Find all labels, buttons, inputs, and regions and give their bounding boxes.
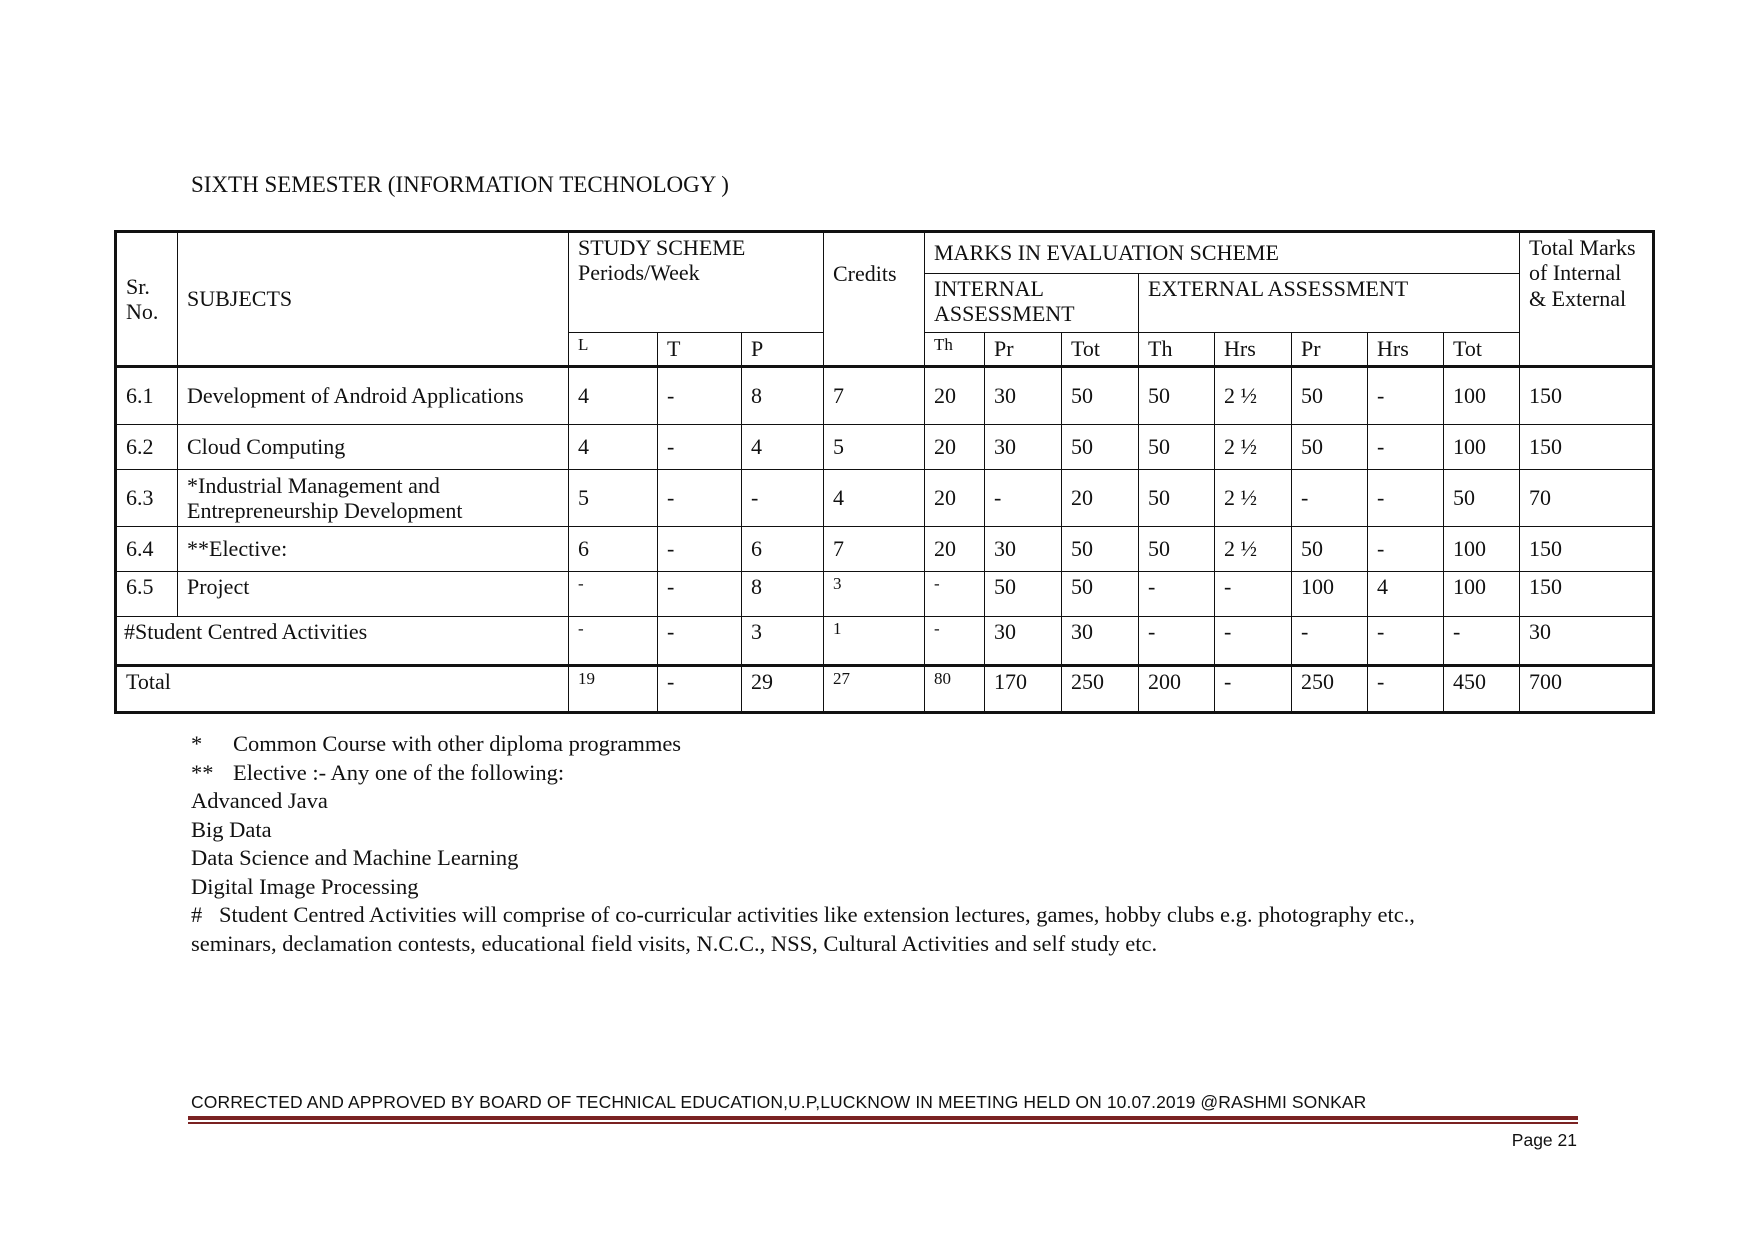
cell-total: 70: [1520, 470, 1654, 527]
table-row: [116, 367, 1654, 425]
cell-ext-tot: -: [1444, 617, 1520, 666]
cell-l: 19: [569, 666, 658, 713]
cell-ext-hrs-2: -: [1368, 617, 1444, 666]
footer-rule-thin: [188, 1122, 1578, 1124]
cell-ext-tot: 100: [1444, 367, 1520, 425]
header-marks-scheme: MARKS IN EVALUATION SCHEME: [925, 232, 1520, 274]
cell-int-tot: 50: [1062, 527, 1139, 572]
note-activities-mark: #: [191, 902, 203, 927]
cell-credits: 3: [824, 572, 925, 617]
header-subjects: SUBJECTS: [178, 232, 569, 367]
cell-sr: 6.1: [116, 367, 178, 425]
cell-t: -: [658, 425, 742, 470]
note-common-text: Common Course with other diploma programmes: [233, 731, 682, 756]
cell-ext-hrs-1: 2 ½: [1215, 470, 1292, 527]
note-common: [191, 730, 1611, 759]
cell-int-pr: 170: [985, 666, 1062, 713]
cell-p: 4: [742, 425, 824, 470]
footer-approval: CORRECTED AND APPROVED BY BOARD OF TECHNICAL EDUCATION,U.P,LUCKNOW IN MEETING HELD ON 10.07.2019 @RASHMI SONKAR: [191, 1092, 1367, 1112]
note-common-mark: *: [191, 731, 203, 756]
cell-ext-tot: 100: [1444, 572, 1520, 617]
cell-int-tot: 250: [1062, 666, 1139, 713]
cell-p: 29: [742, 666, 824, 713]
cell-p: -: [742, 470, 824, 527]
cell-ext-th: 50: [1139, 425, 1215, 470]
cell-sr: 6.3: [116, 470, 178, 527]
header-row-1: [116, 232, 1654, 274]
cell-ext-hrs-1: 2 ½: [1215, 367, 1292, 425]
cell-activities-label: #Student Centred Activities: [116, 617, 569, 666]
cell-total: 30: [1520, 617, 1654, 666]
elective-option: Digital Image Processing: [191, 873, 419, 899]
cell-subject: **Elective:: [178, 527, 569, 572]
note-elective: [191, 759, 1611, 788]
cell-p: 8: [742, 572, 824, 617]
cell-ext-tot: 450: [1444, 666, 1520, 713]
cell-ext-hrs-2: -: [1368, 425, 1444, 470]
header-sub-int-th: Th: [925, 333, 985, 367]
cell-ext-hrs-2: -: [1368, 527, 1444, 572]
cell-p: 6: [742, 527, 824, 572]
cell-int-th: 20: [925, 470, 985, 527]
cell-l: 5: [569, 470, 658, 527]
footer-rule-thick: [188, 1116, 1578, 1120]
cell-int-th: 20: [925, 425, 985, 470]
cell-ext-hrs-2: 4: [1368, 572, 1444, 617]
elective-option: Data Science and Machine Learning: [191, 845, 519, 870]
cell-int-th: 80: [925, 666, 985, 713]
cell-ext-th: -: [1139, 617, 1215, 666]
cell-int-th: 20: [925, 367, 985, 425]
cell-l: -: [569, 617, 658, 666]
header-sub-p: P: [742, 333, 824, 367]
cell-total-label: Total: [116, 666, 569, 713]
cell-int-pr: 50: [985, 572, 1062, 617]
cell-ext-hrs-1: -: [1215, 666, 1292, 713]
cell-int-pr: 30: [985, 617, 1062, 666]
header-sub-ext-hrs-2: Hrs: [1368, 333, 1444, 367]
cell-int-tot: 20: [1062, 470, 1139, 527]
page-heading: SIXTH SEMESTER (INFORMATION TECHNOLOGY ): [191, 172, 729, 197]
cell-ext-hrs-1: -: [1215, 572, 1292, 617]
cell-ext-hrs-2: -: [1368, 470, 1444, 527]
cell-total: 150: [1520, 527, 1654, 572]
cell-t: -: [658, 617, 742, 666]
cell-int-tot: 50: [1062, 367, 1139, 425]
cell-l: -: [569, 572, 658, 617]
header-study-scheme: STUDY SCHEME Periods/Week: [569, 232, 824, 333]
cell-int-th: -: [925, 572, 985, 617]
header-external: EXTERNAL ASSESSMENT: [1139, 274, 1520, 333]
cell-ext-hrs-1: 2 ½: [1215, 527, 1292, 572]
note-activities-text-2: seminars, declamation contests, educational field visits, N.C.C., NSS, Cultural Activities and self study etc.: [191, 930, 1158, 956]
cell-ext-pr: -: [1292, 470, 1368, 527]
evaluation-scheme-table: [114, 230, 1655, 714]
note-elective-mark: **: [191, 759, 214, 785]
note-activities-text-1: Student Centred Activities will comprise of co-curricular activities like extension lectures, games, hobby clubs e.g. photography etc.,: [219, 902, 1415, 927]
cell-ext-tot: 100: [1444, 425, 1520, 470]
cell-l: 4: [569, 425, 658, 470]
cell-ext-pr: 50: [1292, 527, 1368, 572]
page-number: Page 21: [1511, 1130, 1577, 1150]
cell-int-pr: 30: [985, 367, 1062, 425]
cell-credits: 5: [824, 425, 925, 470]
table-row: [116, 425, 1654, 470]
cell-ext-pr: 250: [1292, 666, 1368, 713]
cell-subject: Cloud Computing: [178, 425, 569, 470]
cell-int-pr: -: [985, 470, 1062, 527]
cell-int-th: 20: [925, 527, 985, 572]
cell-subject: Development of Android Applications: [178, 367, 569, 425]
cell-int-th: -: [925, 617, 985, 666]
cell-total: 150: [1520, 572, 1654, 617]
cell-t: -: [658, 470, 742, 527]
cell-t: -: [658, 666, 742, 713]
header-sub-ext-pr: Pr: [1292, 333, 1368, 367]
elective-option: Advanced Java: [191, 788, 328, 813]
cell-ext-hrs-1: 2 ½: [1215, 425, 1292, 470]
cell-int-pr: 30: [985, 527, 1062, 572]
cell-ext-th: 50: [1139, 367, 1215, 425]
cell-ext-th: -: [1139, 572, 1215, 617]
cell-t: -: [658, 527, 742, 572]
cell-credits: 7: [824, 367, 925, 425]
cell-ext-th: 50: [1139, 470, 1215, 527]
cell-credits: 4: [824, 470, 925, 527]
cell-ext-tot: 50: [1444, 470, 1520, 527]
cell-ext-hrs-2: -: [1368, 367, 1444, 425]
cell-ext-pr: 50: [1292, 425, 1368, 470]
cell-t: -: [658, 572, 742, 617]
cell-ext-th: 50: [1139, 527, 1215, 572]
header-sub-t: T: [658, 333, 742, 367]
cell-int-tot: 30: [1062, 617, 1139, 666]
header-sub-int-pr: Pr: [985, 333, 1062, 367]
table-row: [116, 527, 1654, 572]
cell-ext-pr: 50: [1292, 367, 1368, 425]
header-total-marks: Total Marks of Internal & External: [1520, 232, 1654, 367]
cell-credits: 7: [824, 527, 925, 572]
cell-credits: 1: [824, 617, 925, 666]
header-sub-int-tot: Tot: [1062, 333, 1139, 367]
note-activities: [191, 901, 1611, 930]
cell-ext-hrs-1: -: [1215, 617, 1292, 666]
note-elective-text: Elective :- Any one of the following:: [233, 759, 565, 785]
header-sub-ext-hrs-1: Hrs: [1215, 333, 1292, 367]
cell-int-tot: 50: [1062, 425, 1139, 470]
header-sr-no: Sr. No.: [116, 232, 178, 367]
cell-p: 3: [742, 617, 824, 666]
cell-subject: *Industrial Management and Entrepreneurship Development: [178, 470, 569, 527]
cell-total: 700: [1520, 666, 1654, 713]
cell-int-tot: 50: [1062, 572, 1139, 617]
cell-subject: Project: [178, 572, 569, 617]
header-sub-ext-tot: Tot: [1444, 333, 1520, 367]
cell-l: 4: [569, 367, 658, 425]
cell-p: 8: [742, 367, 824, 425]
cell-ext-th: 200: [1139, 666, 1215, 713]
elective-option: Big Data: [191, 816, 272, 842]
cell-sr: 6.5: [116, 572, 178, 617]
header-sub-l: L: [569, 333, 658, 367]
cell-sr: 6.4: [116, 527, 178, 572]
cell-ext-pr: 100: [1292, 572, 1368, 617]
header-credits: Credits: [824, 232, 925, 367]
notes-section: [191, 730, 1611, 958]
cell-ext-pr: -: [1292, 617, 1368, 666]
cell-credits: 27: [824, 666, 925, 713]
table-row: [116, 572, 1654, 617]
cell-t: -: [658, 367, 742, 425]
cell-total: 150: [1520, 425, 1654, 470]
header-sub-ext-th: Th: [1139, 333, 1215, 367]
table-row: [116, 470, 1654, 527]
cell-l: 6: [569, 527, 658, 572]
table-row: [116, 617, 1654, 666]
cell-int-pr: 30: [985, 425, 1062, 470]
cell-sr: 6.2: [116, 425, 178, 470]
cell-ext-hrs-2: -: [1368, 666, 1444, 713]
cell-total: 150: [1520, 367, 1654, 425]
cell-ext-tot: 100: [1444, 527, 1520, 572]
header-internal: INTERNAL ASSESSMENT: [925, 274, 1139, 333]
total-row: [116, 666, 1654, 713]
